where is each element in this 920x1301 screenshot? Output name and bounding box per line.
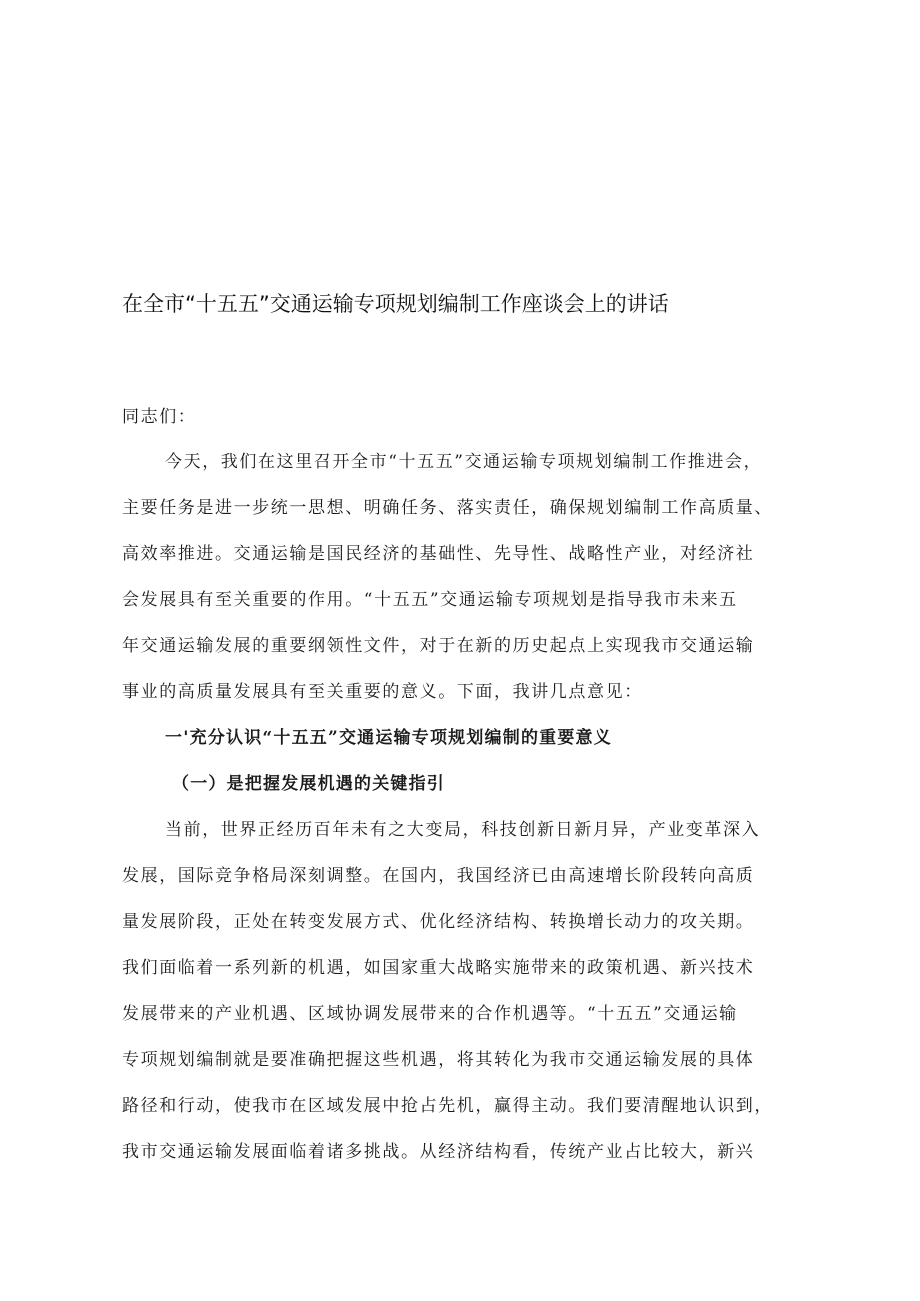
subsection-heading: （一）是把握发展机遇的关键指引: [172, 774, 445, 794]
body-line-4: 我们面临着一系列新的机遇，如国家重大战略实施带来的政策机遇、新兴技术: [122, 958, 755, 978]
body-line-5: 发展带来的产业机遇、区域协调发展带来的合作机遇等。“十五五”交通运输: [122, 1004, 738, 1024]
intro-line-4: 会发展具有至关重要的作用。“十五五”交通运输专项规划是指导我市未来五: [122, 590, 738, 610]
body-line-1: 当前，世界正经历百年未有之大变局，科技创新日新月异，产业变革深入: [165, 820, 761, 840]
intro-line-1: 今天，我们在这里召开全市“十五五”交通运输专项规划编制工作推进会，: [165, 452, 763, 472]
document-title: 在全市“十五五”交通运输专项规划编制工作座谈会上的讲话: [122, 292, 669, 316]
intro-line-6: 事业的高质量发展具有至关重要的意义。下面，我讲几点意见：: [122, 682, 643, 702]
body-line-3: 量发展阶段，正处在转变发展方式、优化经济结构、转换增长动力的攻关期。: [122, 912, 755, 932]
body-line-2: 发展，国际竞争格局深刻调整。在国内，我国经济已由高速增长阶段转向高质: [122, 866, 755, 886]
body-line-7: 路径和行动，使我市在区域发展中抢占先机，赢得主动。我们要清醒地认识到，: [122, 1096, 773, 1116]
intro-line-3: 高效率推进。交通运输是国民经济的基础性、先导性、战略性产业，对经济社: [122, 544, 755, 564]
salutation: 同志们：: [122, 407, 197, 427]
body-line-8: 我市交通运输发展面临着诸多挑战。从经济结构看，传统产业占比较大，新兴: [122, 1142, 755, 1162]
body-line-6: 专项规划编制就是要准确把握这些机遇，将其转化为我市交通运输发展的具体: [122, 1050, 755, 1070]
section-heading: 一'充分认识“十五五”交通运输专项规划编制的重要意义: [165, 728, 612, 748]
intro-line-2: 主要任务是进一步统一思想、明确任务、落实责任，确保规划编制工作高质量、: [122, 498, 773, 518]
intro-line-5: 年交通运输发展的重要纲领性文件，对于在新的历史起点上实现我市交通运输: [122, 636, 755, 656]
